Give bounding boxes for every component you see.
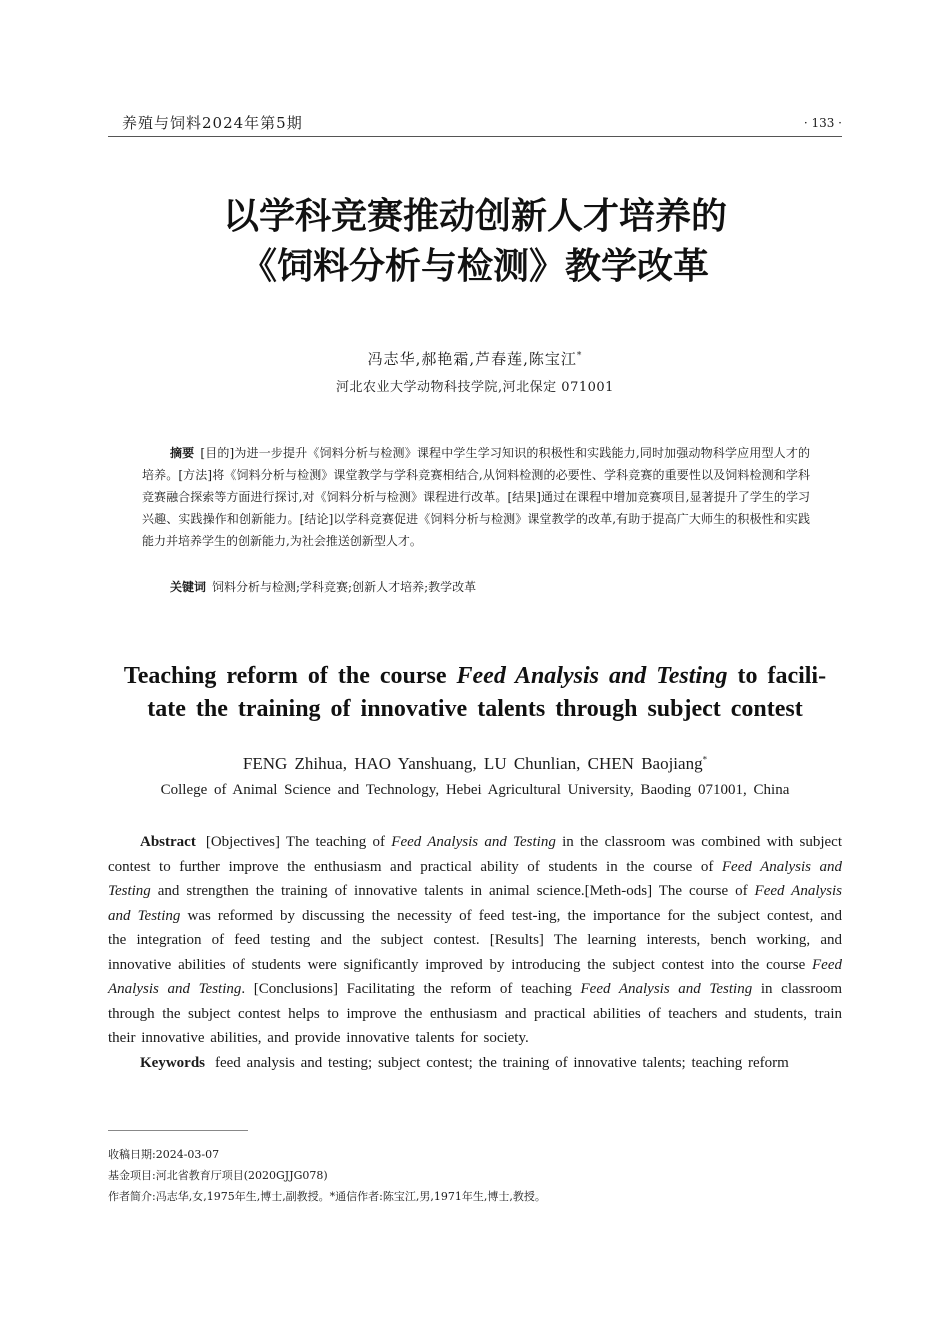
page-number: · 133 ·: [803, 116, 842, 130]
english-corresponding-mark: *: [702, 754, 708, 765]
chinese-affiliation: 河北农业大学动物科技学院,河北保定 071001: [336, 380, 614, 395]
abstract-segment: in classroom through the subject contest helps to improve the enthusiasm and practical abilities of teachers and students, train their innovative abilities, and provide innovative talents for society.: [108, 981, 842, 1046]
chinese-abstract-text: [目的]为进一步提升《饲料分析与检测》课程中学生学习知识的积极性和实践能力,同时加强动物科学应用型人才的培养。[方法]将《饲料分析与检测》课堂教学与学科竞赛相结合,从饲料检测的必要性、学科竞赛的重要性以及饲料检测和学科竞赛融合探索等方面进行探讨,对《饲料分析与检测》课程进行改革。[结果]通过在课程中增加竞赛项目,显著提升了学生的学习兴趣、实践操作和创新能力。[结论]以学科竞赛促进《饲料分析与检测》课堂教学的改革,有助于提高广大师生的积极性和实践能力并培养学生的创新能力,为社会推送创新型人才。: [142, 446, 810, 548]
abstract-course-name: Feed Analysis and Testing: [580, 981, 753, 997]
english-title-course-name: Feed Analysis and Testing: [456, 663, 728, 689]
english-title-line-1: [0, 660, 950, 693]
footnote-received-date: 收稿日期:2024-03-07: [108, 1148, 220, 1161]
english-abstract: [108, 830, 842, 1075]
chinese-title: [0, 192, 950, 292]
chinese-abstract-label: 摘要: [170, 446, 195, 460]
english-abstract-paragraph: [108, 830, 842, 1051]
abstract-segment: [Objectives] The teaching of: [205, 834, 386, 850]
english-authors: [0, 754, 950, 774]
english-title-part-1: Teaching reform of the course: [123, 663, 447, 689]
abstract-segment: was reformed by discussing the necessity of feed test-ing, the importance for the subject contest, and the integration of feed testing and the subject contest. [Results] The learning interests, bench working, and innovative abilities of students were significantly improved by introducing the subject contest into the course: [108, 907, 843, 973]
english-abstract-label: Abstract: [140, 834, 196, 850]
chinese-title-line-2: 《饲料分析与检测》教学改革: [240, 246, 709, 287]
english-author-list: FENG Zhihua, HAO Yanshuang, LU Chunlian, CHEN Baojiang: [242, 754, 703, 773]
footnotes: [108, 1144, 842, 1207]
english-keywords: [108, 1051, 842, 1076]
footnote-author-bio: 作者简介:冯志华,女,1975年生,博士,副教授。*通信作者:陈宝江,男,1971年生,博士,教授。: [108, 1190, 546, 1203]
chinese-author-list: 冯志华,郝艳霜,芦春莲,陈宝江: [367, 350, 577, 368]
footnote-divider: [108, 1130, 248, 1131]
english-title: [0, 660, 950, 726]
chinese-abstract: [142, 442, 810, 552]
chinese-title-line-1: 以学科竞赛推动创新人才培养的: [222, 196, 727, 237]
chinese-keywords-text: 饲料分析与检测;学科竞赛;创新人才培养;教学改革: [212, 580, 477, 594]
abstract-course-name: Feed Analysis and Testing: [108, 956, 842, 997]
english-keywords-text: feed analysis and testing; subject contest; the training of innovative talents; teaching reform: [215, 1054, 789, 1071]
abstract-segment: and strengthen the training of innovative talents in animal science.[Meth-ods] The course of: [157, 883, 748, 899]
english-title-part-2: to facili-: [737, 663, 827, 689]
corresponding-mark: *: [576, 351, 583, 361]
chinese-keywords-label: 关键词: [170, 580, 207, 594]
english-affiliation: College of Animal Science and Technology, Hebei Agricultural University, Baoding 071001, China: [160, 782, 790, 798]
footnote-fund: 基金项目:河北省教育厅项目(2020GJJG078): [108, 1169, 328, 1182]
english-title-line-2: tate the training of innovative talents through subject contest: [147, 696, 803, 722]
chinese-keywords: [170, 576, 810, 598]
abstract-course-name: Feed Analysis and Testing: [391, 834, 556, 850]
chinese-authors: [0, 348, 950, 369]
running-header: [108, 110, 842, 137]
english-keywords-label: Keywords: [140, 1054, 205, 1071]
journal-name: 养殖与饲料2024年第5期: [122, 114, 303, 132]
abstract-course-name: Feed Analysis and Testing: [108, 883, 843, 924]
abstract-segment: . [Conclusions] Facilitating the reform of teaching: [241, 981, 572, 997]
abstract-segment: in the classroom was combined with subject contest to further improve the enthusiasm and practical ability of students in the course of: [108, 834, 843, 875]
abstract-course-name: Feed Analysis and Testing: [108, 858, 843, 899]
